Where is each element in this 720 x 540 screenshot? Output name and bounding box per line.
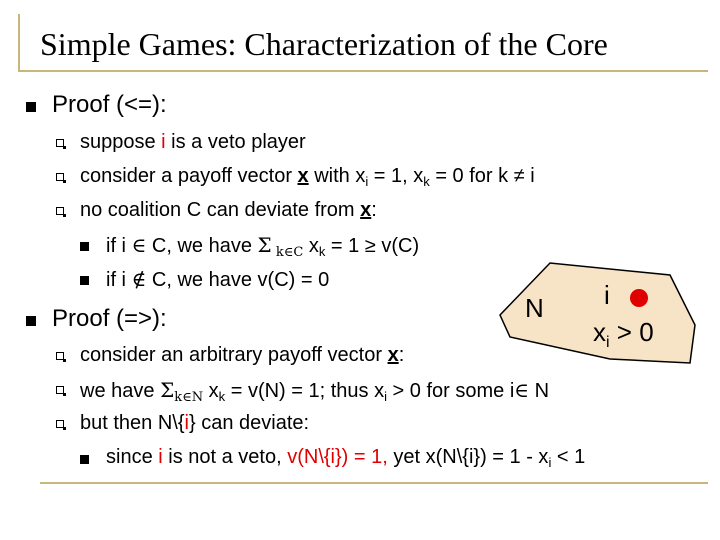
hollow-square-bullet-icon [56,386,64,394]
proof2-heading: Proof (=>): [52,305,167,332]
proof2-bullet-3: but then N\{i} can deviate: [80,412,310,434]
bullet-square-icon [26,102,36,112]
title-rule [18,70,708,72]
coalition-diagram [490,255,705,370]
hollow-square-bullet-icon [56,420,64,428]
figure-label-N: N [525,293,544,323]
bullet-square-icon [26,316,36,326]
proof1-bullet-3: no coalition C can deviate from x: [80,199,377,221]
proof1-sub-bullet-1: if i ∈ C, we have Σ $_{k\in C}$ $x_k = 1 \ge v(C)$ [106,233,420,260]
proof1-bullet-2: consider a payoff vector x with $x_i = 1$, $x_k = 0$ for k ≠ i [80,165,535,189]
hollow-square-bullet-icon [56,173,64,181]
proof2-bullet-1: consider an arbitrary payoff vector x: [80,344,405,366]
figure-label-xi: $x_i > 0$ [593,317,654,351]
bullet-square-icon [80,455,89,464]
proof1-bullet-1: suppose i is a veto player [80,131,306,153]
hollow-square-bullet-icon [56,207,64,215]
hollow-square-bullet-icon [56,139,64,147]
frame-bottom-rule [40,482,708,484]
slide-title: Simple Games: Characterization of the Core [40,26,608,62]
bullet-square-icon [80,242,89,251]
veto-player-dot [630,289,648,307]
proof1-heading: Proof (<=): [52,91,167,118]
frame-left-rule [18,14,20,72]
figure-label-i: i [604,280,610,310]
proof1-sub-bullet-2: if i ∉ C, we have v(C) = 0 [106,267,330,291]
hollow-square-bullet-icon [56,352,64,360]
proof2-bullet-2: we have $\Sigma_{k\in N}$ $x_k = v(N) = 1$; thus $x_i > 0$ for some i∈ N [80,378,550,405]
proof2-sub-bullet-1: since i is not a veto, v(N\{i}) = 1, yet x(N\{i}) = $1 - x_i < 1$ [106,446,586,470]
bullet-square-icon [80,276,89,285]
